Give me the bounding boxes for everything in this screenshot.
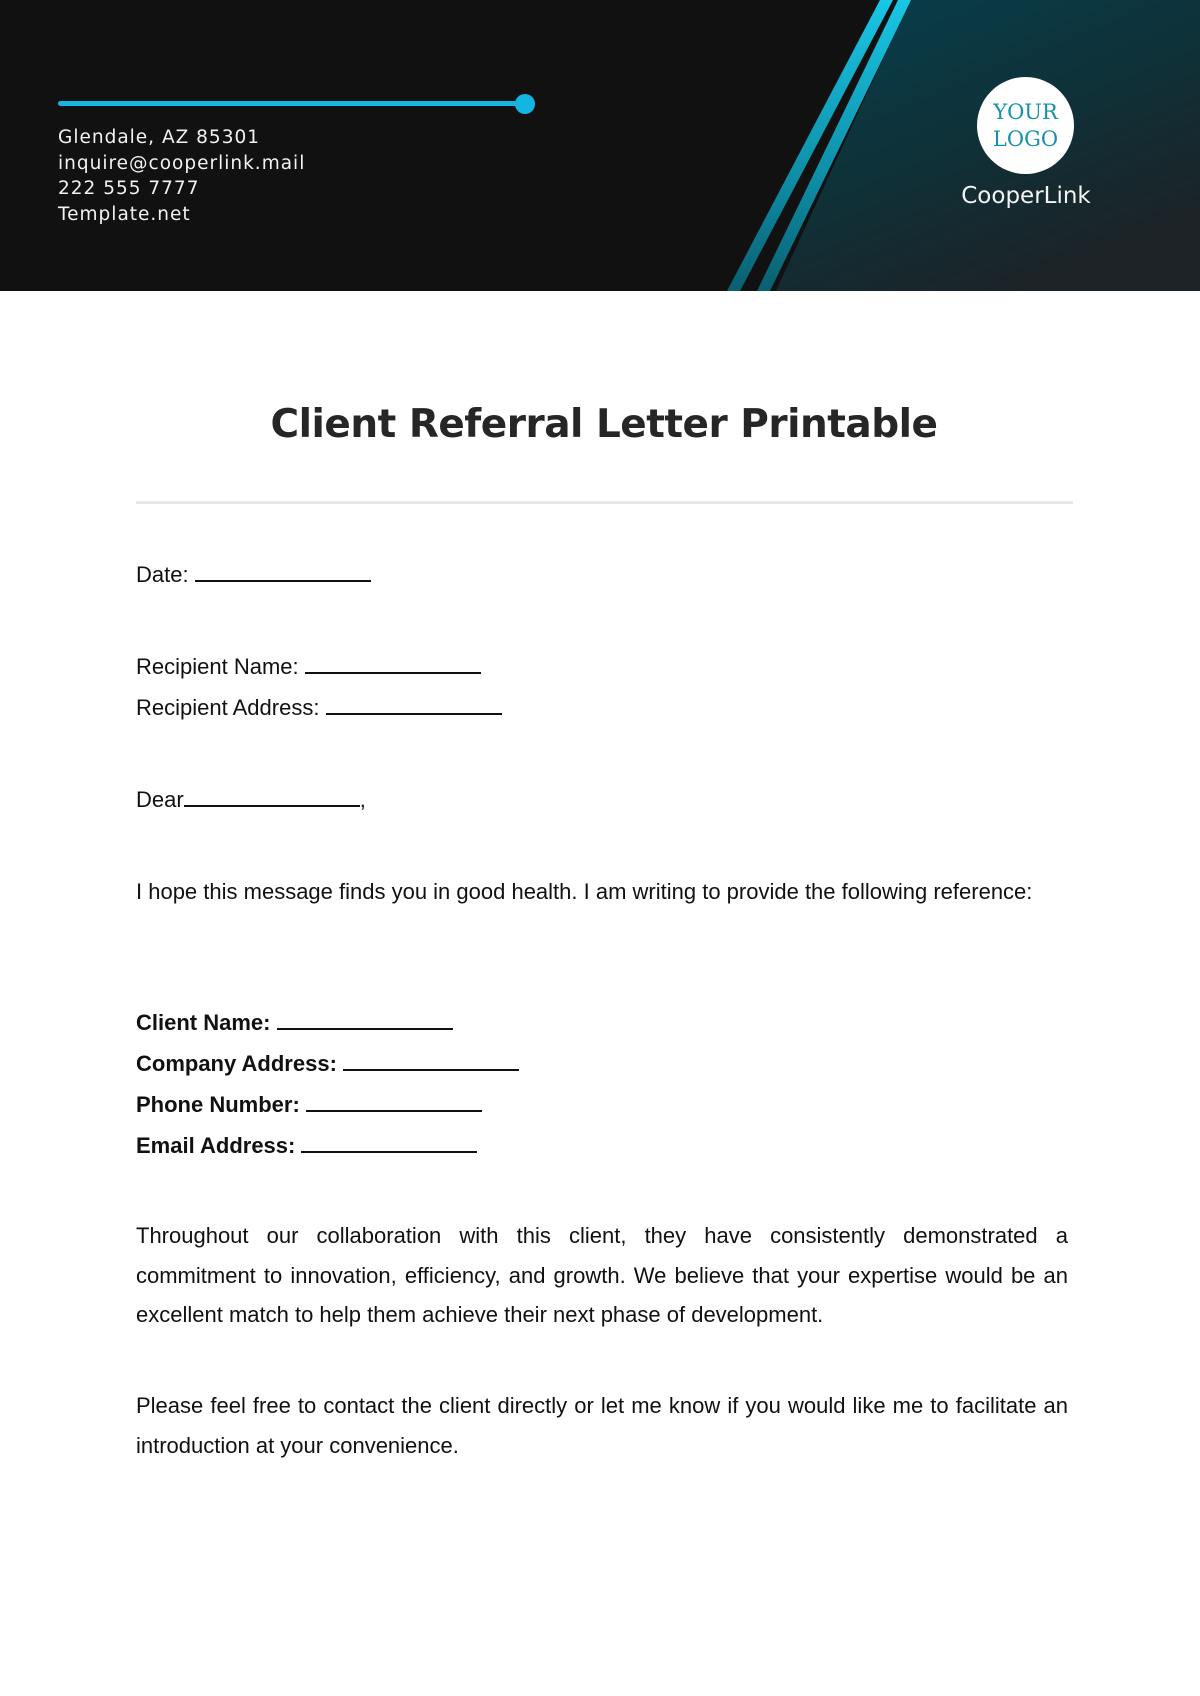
email-address-label: Email Address: bbox=[136, 1133, 296, 1158]
email-address-blank-line[interactable] bbox=[301, 1133, 477, 1153]
client-name-label: Client Name: bbox=[136, 1010, 271, 1035]
intro-paragraph: I hope this message finds you in good health. I am writing to provide the following reference: bbox=[136, 879, 1033, 904]
recipient-name-blank-line[interactable] bbox=[305, 654, 481, 674]
email-address-field bbox=[136, 1133, 477, 1159]
phone-number-label: Phone Number: bbox=[136, 1092, 300, 1117]
date-label: Date: bbox=[136, 562, 189, 587]
contact-address: Glendale, AZ 85301 bbox=[58, 127, 261, 148]
contact-phone: 222 555 7777 bbox=[58, 178, 200, 199]
contact-website: Template.net bbox=[58, 203, 191, 225]
contact-email: inquire@cooperlink.mail bbox=[58, 152, 306, 174]
recipient-address-field bbox=[136, 695, 502, 721]
header-accent-line bbox=[58, 101, 524, 106]
title-divider bbox=[136, 501, 1073, 504]
salutation-prefix: Dear bbox=[136, 787, 184, 812]
recipient-address-label: Recipient Address: bbox=[136, 695, 320, 720]
salutation-blank-line[interactable] bbox=[184, 787, 360, 807]
salutation bbox=[136, 787, 366, 813]
recipient-address-blank-line[interactable] bbox=[326, 695, 502, 715]
company-address-field bbox=[136, 1051, 519, 1077]
recipient-name-label: Recipient Name: bbox=[136, 654, 299, 679]
phone-number-field bbox=[136, 1092, 482, 1118]
recipient-name-field bbox=[136, 654, 481, 680]
contact-paragraph: Please feel free to contact the client directly or let me know if you would like me to facilitate an introduction at your convenience. bbox=[136, 1393, 1068, 1458]
logo-placeholder bbox=[977, 77, 1074, 174]
document-title: Client Referral Letter Printable bbox=[270, 402, 938, 447]
header-accent-dot bbox=[515, 94, 535, 114]
client-name-blank-line[interactable] bbox=[277, 1010, 453, 1030]
company-address-label: Company Address: bbox=[136, 1051, 337, 1076]
phone-number-blank-line[interactable] bbox=[306, 1092, 482, 1112]
client-name-field bbox=[136, 1010, 453, 1036]
date-blank-line[interactable] bbox=[195, 562, 371, 582]
date-field bbox=[136, 562, 371, 588]
company-name: CooperLink bbox=[961, 183, 1091, 209]
letterhead-header bbox=[0, 0, 1200, 291]
logo-text-line2: LOGO bbox=[992, 126, 1059, 151]
salutation-suffix: , bbox=[359, 787, 366, 812]
company-address-blank-line[interactable] bbox=[343, 1051, 519, 1071]
logo-text-line1: YOUR bbox=[993, 99, 1058, 124]
contact-block bbox=[58, 125, 305, 227]
collaboration-paragraph: Throughout our collaboration with this client, they have consistently demonstrated a commitment to innovation, efficiency, and growth. We believe that your expertise would be an excellent match to help them achieve their next phase of development. bbox=[136, 1223, 1068, 1327]
